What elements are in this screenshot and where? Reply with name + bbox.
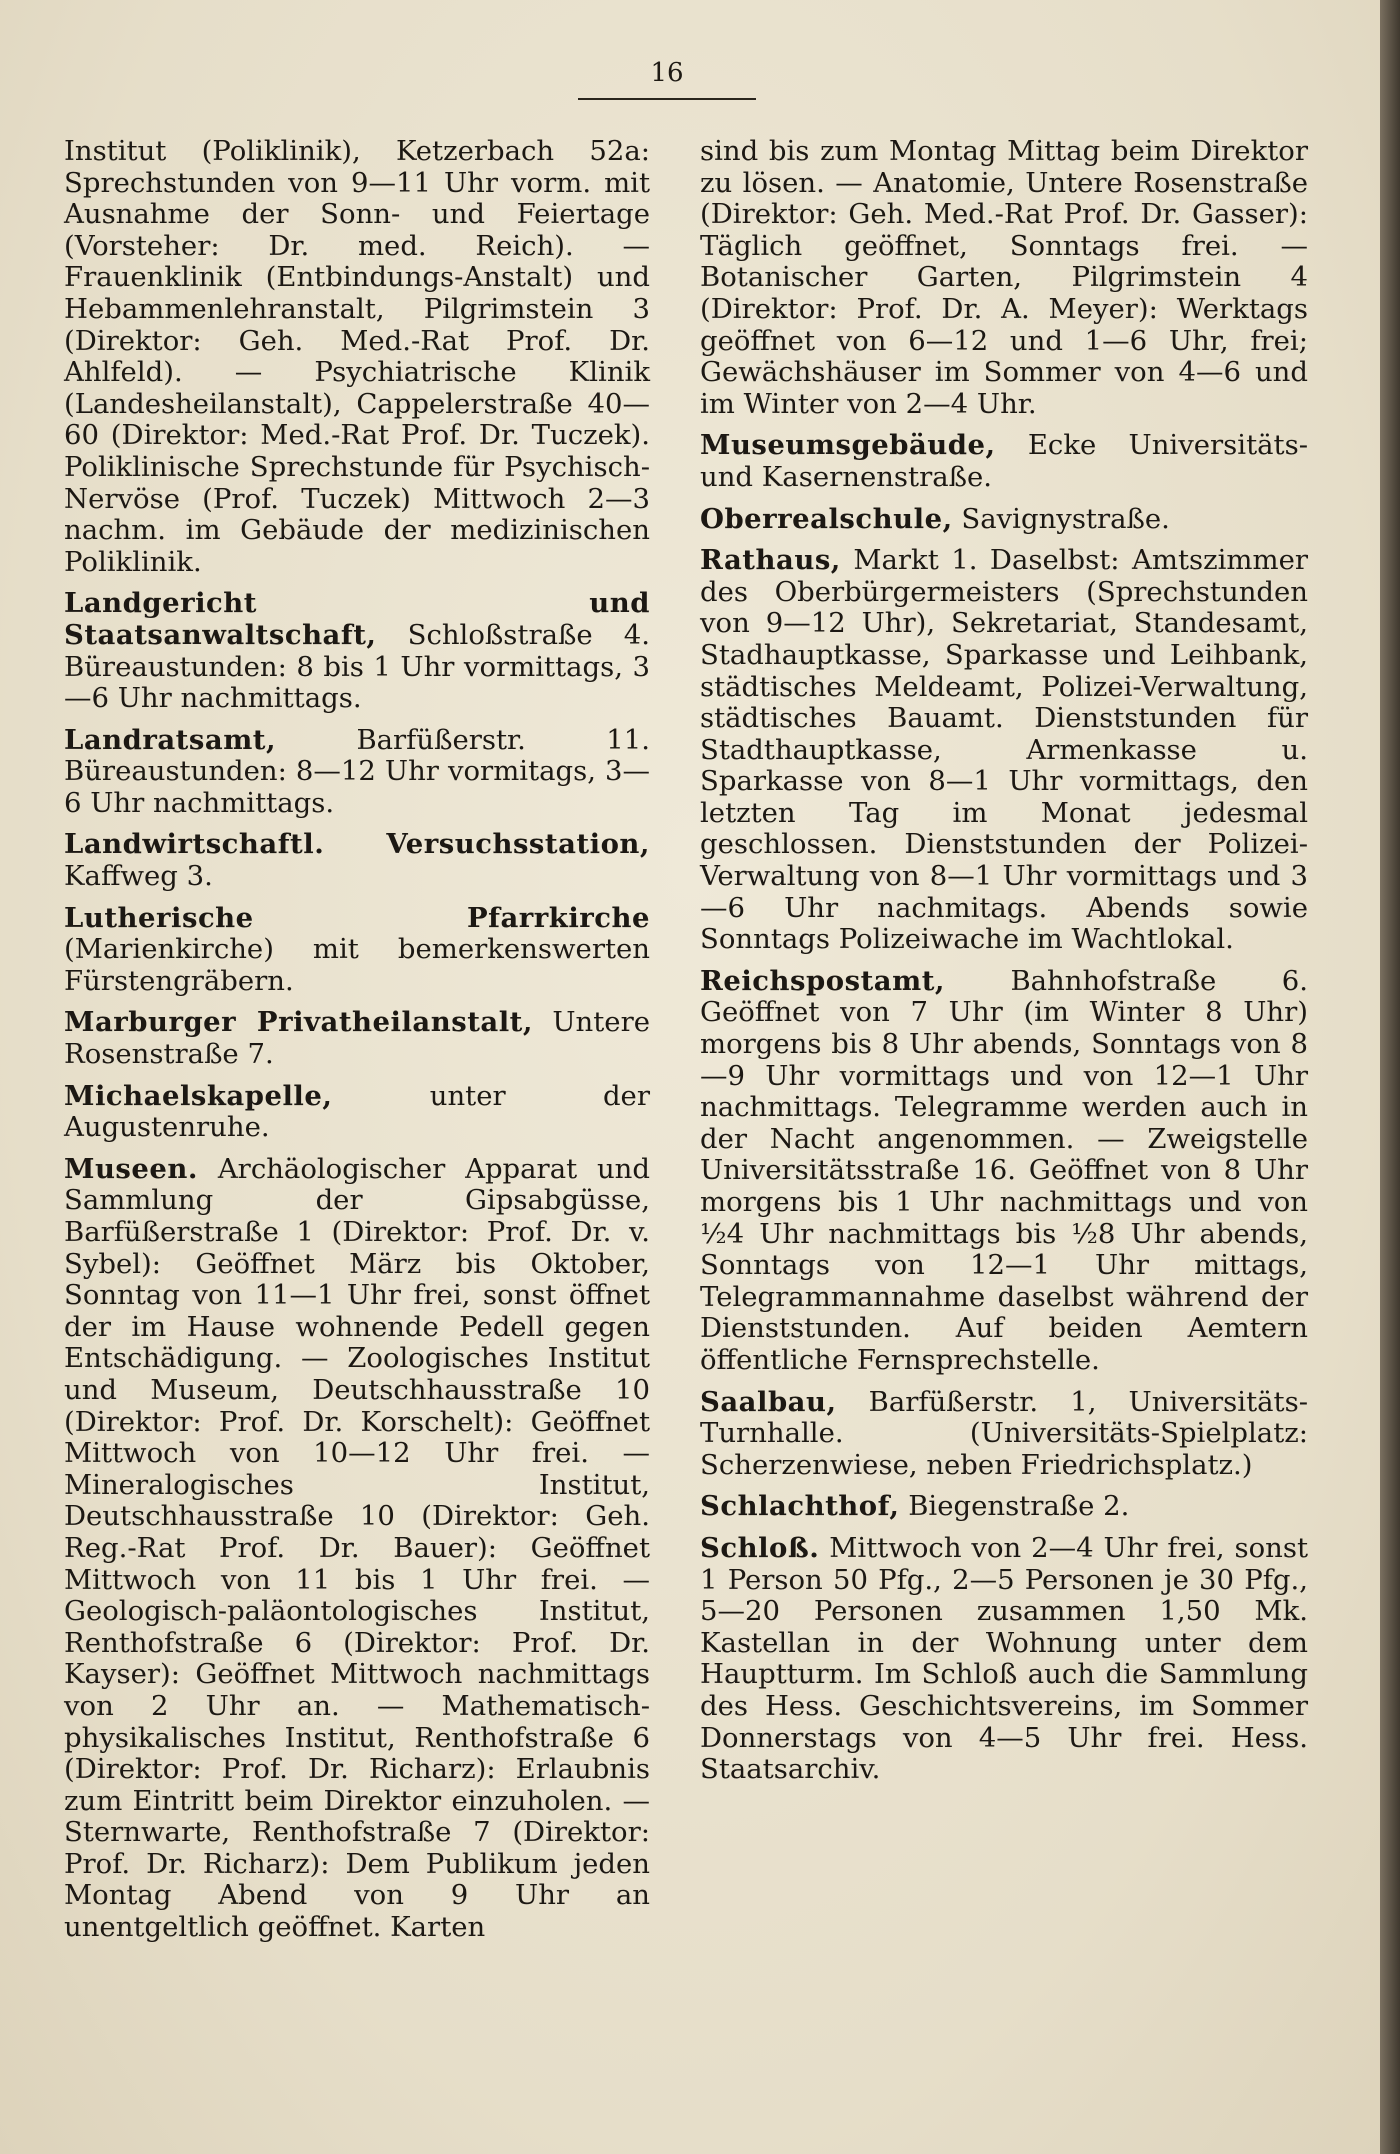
- directory-entry: [64, 1007, 650, 1070]
- directory-entry: [64, 725, 650, 820]
- entry-heading: Schloß.: [700, 1531, 820, 1564]
- entry-heading: Landratsamt,: [64, 723, 277, 756]
- entry-heading: Museen.: [64, 1152, 198, 1185]
- entry-heading: Rathaus,: [700, 544, 841, 577]
- entry-heading: Reichspostamt,: [700, 964, 945, 997]
- directory-entry: [64, 1081, 650, 1144]
- entry-text: Barfüßerstr. 1, Universitäts-Turnhalle. (Universitäts-Spielplatz: Scherzenwiese, neben Friedrichsplatz.): [700, 1385, 1308, 1481]
- directory-entry: [700, 966, 1308, 1377]
- directory-entry: [700, 1533, 1308, 1786]
- directory-entry: [700, 136, 1308, 420]
- directory-entry: [700, 430, 1308, 493]
- directory-entry: [64, 1154, 650, 1944]
- entry-text: (Marienkirche) mit bemerkenswerten Fürstengräbern.: [64, 933, 650, 997]
- entry-text: Ecke Universitäts- und Kasernenstraße.: [700, 429, 1308, 493]
- entry-heading: Oberrealschule,: [700, 502, 953, 535]
- directory-entry: [64, 829, 650, 892]
- directory-entry: [700, 545, 1308, 956]
- left-column: [64, 136, 650, 1954]
- page-header: [578, 58, 756, 100]
- entry-heading: Lutherische Pfarrkirche: [64, 901, 650, 934]
- entry-text: Archäologischer Apparat und Sammlung der Gipsabgüsse, Barfüßerstraße 1 (Direktor: Prof. Dr. v. Sybel): Geöffnet März bis Oktober, Sonntag von 11—1 Uhr frei, sonst öffnet der im Hause wohnende Pedell gegen Entschädigung. — Zoologisches Institut und Museum, Deutschhausstraße 10 (Direktor: Prof. Dr. Korschelt): Geöffnet Mittwoch von 10—12 Uhr frei. — Mineralogisches Institut, Deutschhausstraße 10 (Direktor: Geh. Reg.-Rat Prof. Dr. Bauer): Geöffnet Mittwoch von 11 bis 1 Uhr frei. — Geologisch-paläontologisches Institut, Renthofstraße 6 (Direktor: Prof. Dr. Kayser): Geöffnet Mittwoch nachmittags von 2 Uhr an. — Mathematisch-physikalisches Institut, Renthofstraße 6 (Direktor: Prof. Dr. Richarz): Erlaubnis zum Eintritt beim Direktor einzuholen. — Sternwarte, Renthofstraße 7 (Direktor: Prof. Dr. Richarz): Dem Publikum jeden Montag Abend von 9 Uhr an unentgeltlich geöffnet. Karten: [64, 1152, 650, 1944]
- directory-entry: [64, 903, 650, 998]
- entry-heading: Landgericht und Staatsanwaltschaft,: [64, 587, 650, 651]
- entry-heading: Saalbau,: [700, 1385, 837, 1418]
- page-number: 16: [650, 58, 684, 88]
- entry-heading: Marburger Privatheilanstalt,: [64, 1006, 533, 1039]
- directory-entry: [700, 504, 1308, 536]
- entry-heading: Michaelskapelle,: [64, 1079, 333, 1112]
- directory-entry: [64, 136, 650, 578]
- entry-text: Savignystraße.: [961, 502, 1170, 535]
- header-rule: [578, 98, 756, 100]
- entry-text: Barfüßerstr. 11. Büreaustunden: 8—12 Uhr vormitags, 3—6 Uhr nachmittags.: [64, 723, 650, 819]
- entry-text: Mittwoch von 2—4 Uhr frei, sonst 1 Person 50 Pfg., 2—5 Personen je 30 Pfg., 5—20 Personen zusammen 1,50 Mk. Kastellan in der Wohnung unter dem Hauptturm. Im Schloß auch die Sammlung des Hess. Geschichtsvereins, im Sommer Donnerstags von 4—5 Uhr frei. Hess. Staatsarchiv.: [700, 1531, 1308, 1786]
- entry-text: sind bis zum Montag Mittag beim Direktor zu lösen. — Anatomie, Untere Rosenstraße (Direktor: Geh. Med.-Rat Prof. Dr. Gasser): Täglich geöffnet, Sonntags frei. — Botanischer Garten, Pilgrimstein 4 (Direktor: Prof. Dr. A. Meyer): Werktags geöffnet von 6—12 und 1—6 Uhr, frei; Gewächshäuser im Sommer von 4—6 und im Winter von 2—4 Uhr.: [700, 135, 1308, 420]
- entry-heading: Landwirtschaftl. Versuchsstation,: [64, 828, 650, 861]
- entry-text: Untere Rosenstraße 7.: [64, 1006, 650, 1071]
- entry-text: Biegenstraße 2.: [908, 1490, 1130, 1523]
- directory-entry: [700, 1491, 1308, 1523]
- entry-text: unter der Augustenruhe.: [64, 1079, 650, 1144]
- entry-heading: Museumsgebäude,: [700, 429, 996, 462]
- entry-text: Markt 1. Daselbst: Amtszimmer des Oberbürgermeisters (Sprechstunden von 9—12 Uhr), Sekretariat, Standesamt, Stadhauptkasse, Sparkasse und Leihbank, städtisches Meldeamt, Polizei-Verwaltung, städtisches Bauamt. Dienststunden für Stadthauptkasse, Armenkasse u. Sparkasse von 8—1 Uhr vormittags, den letzten Tag im Monat jedesmal geschlossen. Dienststunden der Polizei-Verwaltung von 8—1 Uhr vormittags und 3—6 Uhr nachmitags. Abends sowie Sonntags Polizeiwache im Wachtlokal.: [700, 544, 1308, 956]
- right-column: [700, 136, 1308, 1796]
- entry-heading: Schlachthof,: [700, 1490, 900, 1523]
- entry-text: Schloßstraße 4. Büreaustunden: 8 bis 1 Uhr vormittags, 3—6 Uhr nachmittags.: [64, 618, 650, 715]
- book-edge: [1380, 0, 1400, 2154]
- entry-text: Bahnhofstraße 6. Geöffnet von 7 Uhr (im Winter 8 Uhr) morgens bis 8 Uhr abends, Sonntags von 8—9 Uhr vormittags und von 12—1 Uhr nachmittags. Telegramme werden auch in der Nacht angenommen. — Zweigstelle Universitätsstraße 16. Geöffnet von 8 Uhr morgens bis 1 Uhr nachmittags und von ½4 Uhr nachmittags bis ½8 Uhr abends, Sonntags von 12—1 Uhr mittags, Telegrammannahme daselbst während der Dienststunden. Auf beiden Aemtern öffentliche Fernsprechstelle.: [700, 964, 1308, 1376]
- entry-text: Kaffweg 3.: [64, 860, 213, 893]
- directory-entry: [700, 1387, 1308, 1482]
- directory-entry: [64, 588, 650, 714]
- entry-text: Institut (Poliklinik), Ketzerbach 52a: Sprechstunden von 9—11 Uhr vorm. mit Ausnahme der Sonn- und Feiertage (Vorsteher: Dr. med. Reich). — Frauenklinik (Entbindungs-Anstalt) und Hebammenlehranstalt, Pilgrimstein 3 (Direktor: Geh. Med.-Rat Prof. Dr. Ahlfeld). — Psychiatrische Klinik (Landesheilanstalt), Cappelerstraße 40—60 (Direktor: Med.-Rat Prof. Dr. Tuczek). Poliklinische Sprechstunde für Psychisch-Nervöse (Prof. Tuczek) Mittwoch 2—3 nachm. im Gebäude der medizinischen Poliklinik.: [64, 135, 650, 578]
